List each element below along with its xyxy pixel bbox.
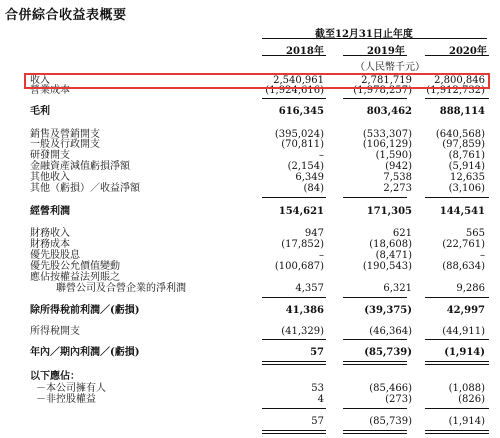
value-2018: 154,621: [278, 206, 324, 217]
year-header-2020: 2020年: [449, 46, 487, 57]
value-2019: (18,608): [369, 239, 412, 250]
value-2020: (640,568): [435, 129, 485, 140]
subtotal-rule: [262, 98, 326, 99]
value-2018: 41,386: [285, 305, 324, 316]
value-2020: 42,997: [446, 305, 485, 316]
row-label: －非控股權益: [36, 394, 96, 405]
value-2019: (106,129): [362, 139, 412, 150]
value-2020: 9,286: [456, 283, 485, 294]
value-2019: (85,466): [369, 383, 412, 394]
value-2018: 6,349: [295, 172, 324, 183]
row-operating-profit: [0, 206, 500, 217]
value-2020: (1,914): [448, 416, 485, 427]
value-2019: 171,305: [366, 206, 412, 217]
row-admin-expenses: [0, 139, 500, 150]
value-2019: 6,321: [383, 283, 412, 294]
row-label: 金融資產減值虧損淨額: [30, 161, 130, 172]
value-2019: (46,364): [369, 326, 412, 337]
row-label: 優先股股息: [30, 250, 80, 261]
value-2019: (190,543): [362, 261, 412, 272]
row-rd-expenses: [0, 150, 500, 161]
row-label: 銷售及營銷開支: [30, 129, 100, 140]
value-2018: (2,154): [287, 161, 324, 172]
row-label: 收入: [30, 75, 50, 86]
value-2020: –: [480, 250, 485, 261]
row-preferred-dividends: [0, 250, 500, 261]
value-2019: (1,590): [375, 150, 412, 161]
revenue-highlight-box: [24, 73, 490, 89]
row-label: 財務收入: [30, 228, 70, 239]
value-2018: 616,345: [278, 106, 324, 117]
period-header: 截至12月31日止年度: [315, 29, 413, 40]
row-finance-income: [0, 228, 500, 239]
row-label: 所得稅開支: [30, 326, 80, 337]
year-header-2019: 2019年: [367, 46, 405, 57]
row-owners-of-company: [0, 383, 500, 394]
row-label: 以下應佔：: [30, 371, 80, 382]
value-2019: 803,462: [366, 106, 412, 117]
value-2020: 144,541: [439, 206, 485, 217]
subtotal-rule: [425, 297, 489, 298]
period-header-rule: [262, 38, 487, 39]
value-2020: (5,914): [448, 161, 485, 172]
value-2018: 57: [310, 347, 324, 358]
value-2020: 12,635: [450, 172, 485, 183]
value-2020: 565: [465, 228, 485, 239]
value-2019: (85,739): [369, 416, 412, 427]
row-label: 其他收入: [30, 172, 70, 183]
row-label: －本公司擁有人: [36, 383, 106, 394]
row-attributable-total: [0, 416, 500, 427]
row-associates-jv-profit: [0, 283, 500, 294]
row-label: 經營利潤: [30, 206, 70, 217]
value-2020: 2,800,846: [434, 75, 485, 86]
row-label: 財務成本: [30, 239, 70, 250]
value-2018: –: [319, 250, 324, 261]
value-2018: 57: [311, 416, 324, 427]
row-profit-before-tax: [0, 305, 500, 316]
value-2019: (8,471): [375, 250, 412, 261]
total-double-rule: [343, 430, 407, 434]
value-2018: 4,357: [295, 283, 324, 294]
row-label: 其他（虧損）／收益淨額: [30, 183, 140, 194]
value-2020: 888,114: [439, 106, 485, 117]
row-label: 研發開支: [30, 150, 70, 161]
value-2019: (533,307): [362, 129, 412, 140]
value-2018: (41,329): [281, 326, 324, 337]
subtotal-rule: [343, 197, 407, 198]
year-header-rule-2020: [425, 55, 489, 56]
value-2019: (1,978,257): [353, 85, 412, 96]
row-label: 優先股公允價值變動: [30, 261, 120, 272]
row-label: 一般及行政開支: [30, 139, 100, 150]
year-header-2018: 2018年: [286, 46, 324, 57]
subtotal-rule: [343, 408, 407, 409]
value-2020: (88,634): [442, 261, 485, 272]
page-title: 合併綜合收益表概要: [5, 8, 127, 23]
total-double-rule: [262, 430, 326, 434]
row-non-controlling-interests: [0, 394, 500, 405]
total-double-rule: [425, 430, 489, 434]
subtotal-rule: [343, 339, 407, 340]
row-finance-costs: [0, 239, 500, 250]
row-income-tax: [0, 326, 500, 337]
row-label: 聯營公司及合營企業的淨利潤: [56, 283, 186, 294]
subtotal-rule: [262, 297, 326, 298]
row-label: 年內／期內利潤／(虧損): [30, 347, 140, 358]
row-other-income: [0, 172, 500, 183]
value-2019: 2,781,719: [361, 75, 412, 86]
value-2019: 621: [392, 228, 412, 239]
row-impairment-losses: [0, 161, 500, 172]
row-label: 營業成本: [30, 85, 70, 96]
value-2019: 7,538: [383, 172, 412, 183]
value-2020: (1,912,732): [426, 85, 485, 96]
row-equity-method-heading: [0, 272, 500, 283]
row-gross-profit: [0, 106, 500, 117]
value-2019: (273): [385, 394, 412, 405]
value-2020: (826): [458, 394, 485, 405]
total-double-rule: [262, 361, 326, 365]
year-header-rule-2019: [343, 55, 407, 56]
row-label: 毛利: [30, 106, 50, 117]
value-2019: (85,739): [364, 347, 412, 358]
value-2020: (22,761): [442, 239, 485, 250]
total-double-rule: [343, 361, 407, 365]
value-2018: 4: [317, 394, 324, 405]
subtotal-rule: [425, 339, 489, 340]
subtotal-rule: [262, 197, 326, 198]
value-2018: (1,924,616): [265, 85, 324, 96]
value-2019: 2,273: [383, 183, 412, 194]
row-profit-for-year: [0, 347, 500, 358]
year-header-rule-2018: [262, 55, 326, 56]
value-2018: (70,811): [281, 139, 324, 150]
row-attributable-heading: [0, 371, 500, 382]
subtotal-rule: [343, 297, 407, 298]
row-label: 除所得稅前利潤／(虧損): [30, 305, 140, 316]
value-2020: (44,911): [442, 326, 485, 337]
subtotal-rule: [262, 408, 326, 409]
value-2018: (395,024): [274, 129, 324, 140]
value-2018: (100,687): [274, 261, 324, 272]
row-preferred-fair-value: [0, 261, 500, 272]
value-2019: (942): [385, 161, 412, 172]
subtotal-rule: [262, 339, 326, 340]
value-2020: (1,914): [444, 347, 485, 358]
subtotal-rule: [425, 98, 489, 99]
value-2018: –: [319, 150, 324, 161]
value-2019: (39,375): [364, 305, 412, 316]
value-2020: (3,106): [448, 183, 485, 194]
subtotal-rule: [425, 408, 489, 409]
value-2020: (97,859): [442, 139, 485, 150]
value-2018: 947: [304, 228, 324, 239]
value-2018: 2,540,961: [273, 75, 324, 86]
total-double-rule: [425, 361, 489, 365]
value-2018: (84): [303, 183, 324, 194]
subtotal-rule: [425, 197, 489, 198]
value-2020: (1,088): [448, 383, 485, 394]
value-2020: (8,761): [448, 150, 485, 161]
subtotal-rule: [343, 98, 407, 99]
row-label: 應佔按權益法列賬之: [30, 272, 120, 283]
currency-unit: （人民幣千元）: [355, 62, 425, 73]
value-2018: 53: [311, 383, 324, 394]
value-2018: (17,852): [281, 239, 324, 250]
row-other-gains-losses: [0, 183, 500, 194]
